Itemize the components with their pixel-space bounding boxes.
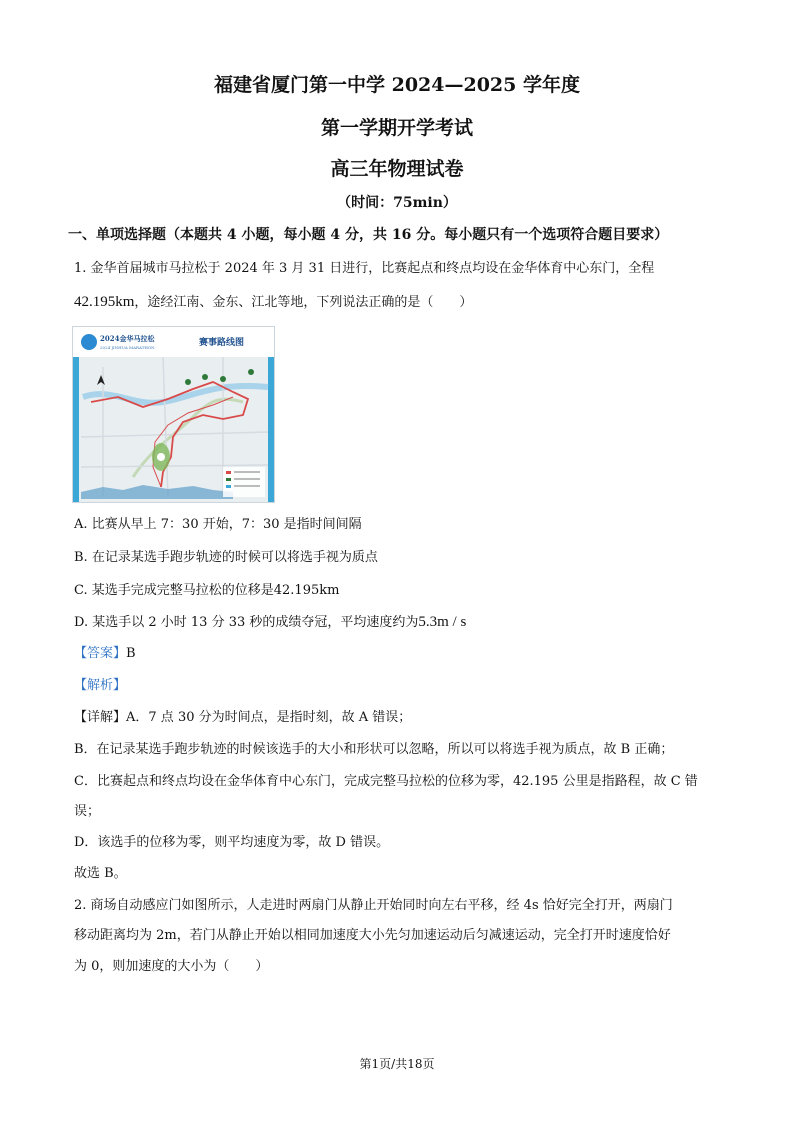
q1-option-d-text: D. 某选手以 2 小时 13 分 33 秒的成绩夺冠，平均速度约为 (74, 615, 419, 630)
q1-conclusion: 故选 B。 (74, 866, 127, 881)
answer-label: 【答案】 (74, 646, 127, 661)
exam-title-term: 第一学期开学考试 (320, 117, 473, 139)
q1-detail-d: D．该选手的位移为零，则平均速度为零，故 D 错误。 (74, 835, 390, 850)
q1-distance-value: 42.195km (74, 294, 135, 310)
q2-line2: 移动距离均为 2m，若门从静止开始以相同加速度大小先匀加速运动后匀减速运动，完全打开时速度恰好 (74, 928, 671, 943)
answer-value: B (126, 646, 136, 661)
q1-option-d (74, 611, 466, 631)
map-banner-text: 赛事路线图 (199, 338, 245, 348)
q1-stem-line2-text: ，途经江南、金东、江北等地，下列说法正确的是（ ） (134, 295, 473, 310)
q1-detail-c-line2: 误； (74, 804, 101, 819)
exam-title-school: 福建省厦门第一中学 2024—2025 学年度 (214, 74, 580, 96)
q1-option-b: B. 在记录某选手跑步轨迹的时候可以将选手视为质点 (74, 550, 378, 565)
route-map-image (73, 327, 274, 502)
q1-detail-c-line1: C．比赛起点和终点均设在金华体育中心东门，完成完整马拉松的位移为零，42.195 公里是指路程，故 C 错 (74, 774, 698, 789)
exam-title-subject: 高三年物理试卷 (330, 158, 464, 180)
section-heading: 一、单项选择题（本题共 4 小题，每小题 4 分，共 16 分。每小题只有一个选项符合题目要求） (68, 227, 669, 243)
exam-time: （时间：75min） (337, 195, 457, 211)
q1-detail-a (74, 706, 411, 725)
marathon-logo-icon (81, 334, 97, 350)
map-logo-sub: 2024 JINHUA MARATHON (100, 345, 155, 350)
q1-stem-line2 (74, 291, 472, 311)
q2-line1: 2. 商场自动感应门如图所示，人走进时两扇门从静止开始同时向左右平移，经 4s 恰好完全打开，两扇门 (74, 898, 673, 913)
q1-answer (74, 642, 136, 661)
marathon-route-map (72, 326, 275, 503)
q1-option-d-value: 5.3m / s (418, 614, 467, 630)
detail-a-text: A．7 点 30 分为时间点，是指时刻，故 A 错误； (126, 710, 412, 725)
detail-label: 【详解】 (74, 710, 127, 725)
page-number: 第1页/共18页 (359, 1057, 435, 1071)
q1-option-c: C. 某选手完成完整马拉松的位移是42.195km (74, 583, 340, 598)
q1-detail-b: B．在记录某选手跑步轨迹的时候该选手的大小和形状可以忽略，所以可以将选手视为质点，故 B 正确； (74, 742, 674, 757)
q1-stem-line1: 1. 金华首届城市马拉松于 2024 年 3 月 31 日进行，比赛起点和终点均设在金华体育中心东门，全程 (74, 261, 655, 276)
map-logo-text: 2024金华马拉松 (100, 334, 155, 343)
q1-option-a: A. 比赛从早上 7：30 开始，7：30 是指时间间隔 (74, 517, 362, 532)
analysis-label: 【解析】 (74, 678, 127, 693)
q2-line3: 为 0，则加速度的大小为（ ） (74, 959, 269, 974)
